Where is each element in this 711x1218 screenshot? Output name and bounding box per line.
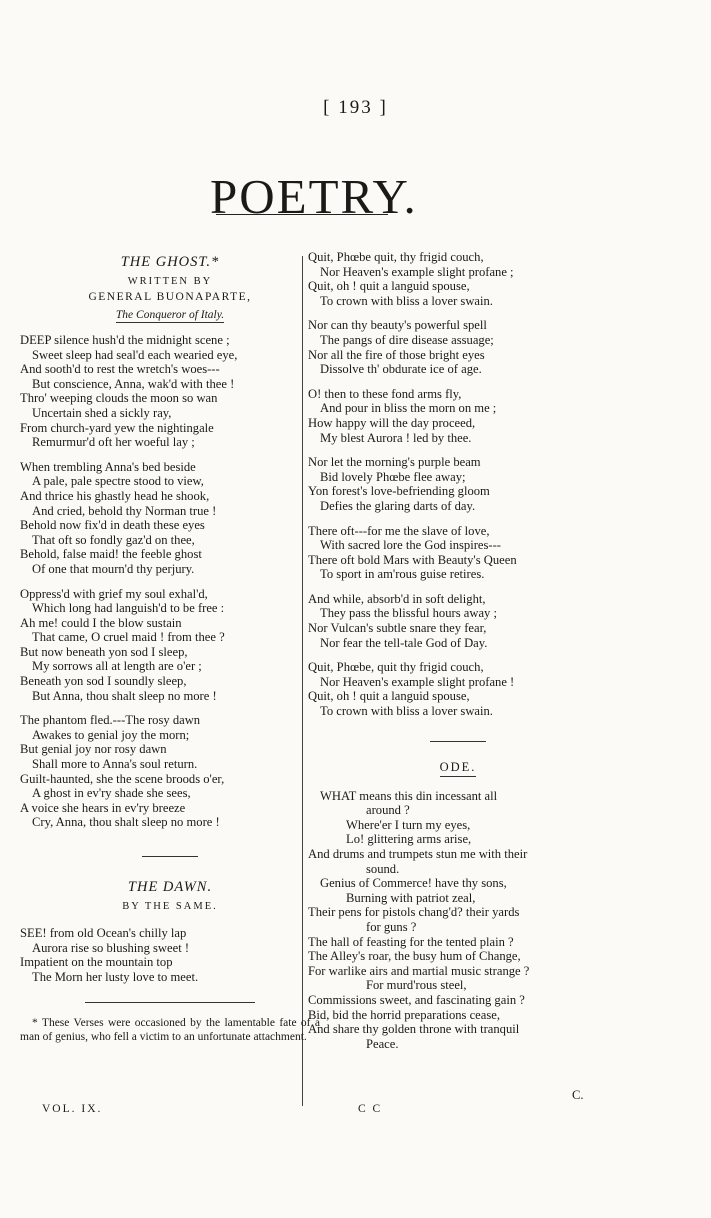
ode-lines (308, 789, 608, 1052)
poem-line: Yon forest's love-befriending gloom (308, 484, 490, 499)
left-column (20, 250, 320, 1044)
poem-line: Quit, oh ! quit a languid spouse, (308, 689, 470, 704)
poem-line: Oppress'd with grief my soul exhal'd, (20, 586, 208, 601)
poem-line: Behold now fix'd in death these eyes (20, 518, 205, 533)
dawn-stanza (20, 926, 320, 984)
poem-line: DEEP silence hush'd the midnight scene ; (20, 333, 230, 347)
poem-line: Genius of Commerce! have thy sons, (320, 876, 507, 891)
poem-line: A voice she hears in ev'ry breeze (20, 800, 186, 815)
poem-line: Uncertain shed a sickly ray, (32, 405, 172, 420)
footnote-rule (20, 1002, 320, 1003)
poem-line: There oft bold Mars with Beauty's Queen (308, 552, 517, 567)
poem-line: My sorrows all at length are o'er ; (32, 659, 202, 674)
poem-line: Where'er I turn my eyes, (346, 817, 471, 832)
poem-line: And cried, behold thy Norman true ! (32, 503, 217, 518)
poem-line: The pangs of dire disease assuage; (320, 332, 494, 347)
poem-line: And while, absorb'd in soft delight, (308, 591, 486, 606)
ode-rule (308, 741, 608, 742)
poem-line: How happy will the day proceed, (308, 415, 476, 430)
poem-line: Nor Heaven's example slight profane ! (320, 674, 515, 689)
ode-title: ODE. (440, 760, 477, 777)
ghost-stanzas (20, 333, 320, 830)
poem-line: And share thy golden throne with tranquil (308, 1022, 520, 1037)
poem-line: Peace. (366, 1036, 399, 1051)
poem-line: Nor Heaven's example slight profane ; (320, 264, 514, 279)
stanza (308, 660, 608, 718)
poem-line: The Morn her lusty love to meet. (32, 969, 199, 984)
poem-line: O! then to these fond arms fly, (308, 386, 462, 401)
poem-line: The hall of feasting for the tented plain ? (308, 934, 514, 949)
poem-line: And drums and trumpets stun me with their (308, 847, 528, 861)
poem-line: Of one that mourn'd thy perjury. (32, 561, 195, 576)
poem-line: Commissions sweet, and fascinating gain ? (308, 992, 525, 1007)
title-underline (216, 214, 388, 215)
signature-mark: C C (358, 1103, 383, 1115)
ghost-subtitle: The Conqueror of Italy. (115, 309, 225, 321)
poem-line: around ? (366, 803, 410, 818)
poem-line: Remurmur'd oft her woeful lay ; (32, 435, 195, 450)
poem-line: for guns ? (366, 919, 417, 934)
poem-line: That oft so fondly gaz'd on thee, (32, 532, 195, 547)
poem-line: Sweet sleep had seal'd each wearied eye, (32, 347, 238, 362)
poem-line: To crown with bliss a lover swain. (320, 293, 493, 308)
poem-line: Dissolve th' obdurate ice of age. (320, 362, 482, 377)
ghost-written-by: WRITTEN BY (127, 276, 213, 287)
poem-line: Ah me! could I the blow sustain (20, 615, 182, 630)
poem-line: WHAT means this din incessant all (320, 788, 498, 803)
poem-line: sound. (366, 861, 400, 876)
poem-line: With sacred lore the God inspires--- (320, 538, 501, 553)
poem-line: Nor fear the tell-tale God of Day. (320, 635, 488, 650)
poem-line: But conscience, Anna, wak'd with thee ! (32, 376, 235, 391)
poem-line: Quit, Phœbe quit, thy frigid couch, (308, 250, 484, 264)
volume-label: VOL. IX. (42, 1103, 103, 1115)
ghost-poem (20, 254, 320, 830)
dawn-byline: BY THE SAME. (122, 901, 218, 912)
poem-line: Their pens for pistols chang'd? their yards (308, 905, 520, 920)
poem-line: Nor can thy beauty's powerful spell (308, 318, 487, 333)
poem-line: Burning with patriot zeal, (346, 890, 476, 905)
page-number: [ 193 ] (323, 97, 388, 118)
dawn-poem (20, 879, 320, 984)
poem-line: The phantom fled.---The rosy dawn (20, 713, 201, 728)
footnote: * These Verses were occasioned by the lamentable fate of a man of genius, who fell a victim to an unfortunate attachment. (20, 1017, 320, 1043)
poem-line: But now beneath yon sod I sleep, (20, 644, 188, 659)
poem-line: Quit, oh ! quit a languid spouse, (308, 279, 470, 294)
catchword: C. (572, 1088, 584, 1102)
poem-line: That came, O cruel maid ! from thee ? (32, 630, 225, 645)
poem-line: To sport in am'rous guise retires. (320, 567, 485, 582)
stanza (308, 250, 608, 308)
stanza (20, 713, 320, 830)
poem-line: And sooth'd to rest the wretch's woes--- (20, 362, 220, 377)
poem-line: Cry, Anna, thou shalt sleep no more ! (32, 815, 220, 830)
poem-line: SEE! from old Ocean's chilly lap (20, 926, 187, 940)
poem-line: From church-yard yew the nightingale (20, 420, 214, 435)
stanza (308, 387, 608, 445)
ghost-title: THE GHOST.* (120, 254, 220, 270)
section-rule (20, 856, 320, 857)
stanza (20, 460, 320, 577)
dawn-title: THE DAWN. (127, 879, 213, 895)
poem-line: Behold, false maid! the feeble ghost (20, 547, 202, 562)
stanza (20, 333, 320, 450)
poem-line: To crown with bliss a lover swain. (320, 704, 493, 719)
poem-line: But genial joy nor rosy dawn (20, 742, 167, 757)
poem-line: And thrice his ghastly head he shook, (20, 488, 210, 503)
poem-line: Shall more to Anna's soul return. (32, 757, 198, 772)
poem-line: A ghost in ev'ry shade she sees, (32, 786, 191, 801)
dawn-continuation (308, 250, 608, 719)
poem-line: For warlike airs and martial music strange ? (308, 963, 530, 978)
poem-line: The Alley's roar, the busy hum of Change, (308, 949, 521, 964)
stanza (308, 318, 608, 376)
poem-line: Bid, bid the horrid preparations cease, (308, 1007, 500, 1022)
poem-line: Thro' weeping clouds the moon so wan (20, 391, 218, 406)
stanza (308, 592, 608, 650)
poem-line: Which long had languish'd to be free : (32, 601, 225, 616)
poem-line: Nor let the morning's purple beam (308, 455, 481, 470)
poem-line: Defies the glaring darts of day. (320, 498, 476, 513)
poem-line: But Anna, thou shalt sleep no more ! (32, 688, 217, 703)
poem-line: Nor all the fire of those bright eyes (308, 347, 485, 362)
poem-line: Lo! glittering arms arise, (346, 832, 472, 847)
poem-line: For murd'rous steel, (366, 978, 467, 993)
poem-line: Impatient on the mountain top (20, 955, 173, 970)
poem-line: My blest Aurora ! led by thee. (320, 430, 472, 445)
right-column (308, 250, 608, 1051)
ghost-author: GENERAL BUONAPARTE, (88, 291, 252, 303)
stanza (20, 587, 320, 704)
poem-line: Aurora rise so blushing sweet ! (32, 940, 190, 955)
stanza (308, 524, 608, 582)
page-title: POETRY. (210, 169, 418, 224)
stanza (308, 455, 608, 513)
poem-line: They pass the blissful hours away ; (320, 606, 497, 621)
poem-line: A pale, pale spectre stood to view, (32, 474, 204, 489)
poem-line: Nor Vulcan's subtle snare they fear, (308, 621, 487, 636)
poem-line: Guilt-haunted, she the scene broods o'er, (20, 771, 225, 786)
poem-line: Quit, Phœbe, quit thy frigid couch, (308, 660, 484, 675)
poem-line: Bid lovely Phœbe flee away; (320, 469, 466, 484)
poem-line: And pour in bliss the morn on me ; (320, 401, 497, 416)
poem-line: Awakes to genial joy the morn; (32, 727, 190, 742)
poem-line: When trembling Anna's bed beside (20, 459, 196, 474)
poem-line: Beneath yon sod I soundly sleep, (20, 674, 187, 689)
poem-line: There oft---for me the slave of love, (308, 523, 490, 538)
